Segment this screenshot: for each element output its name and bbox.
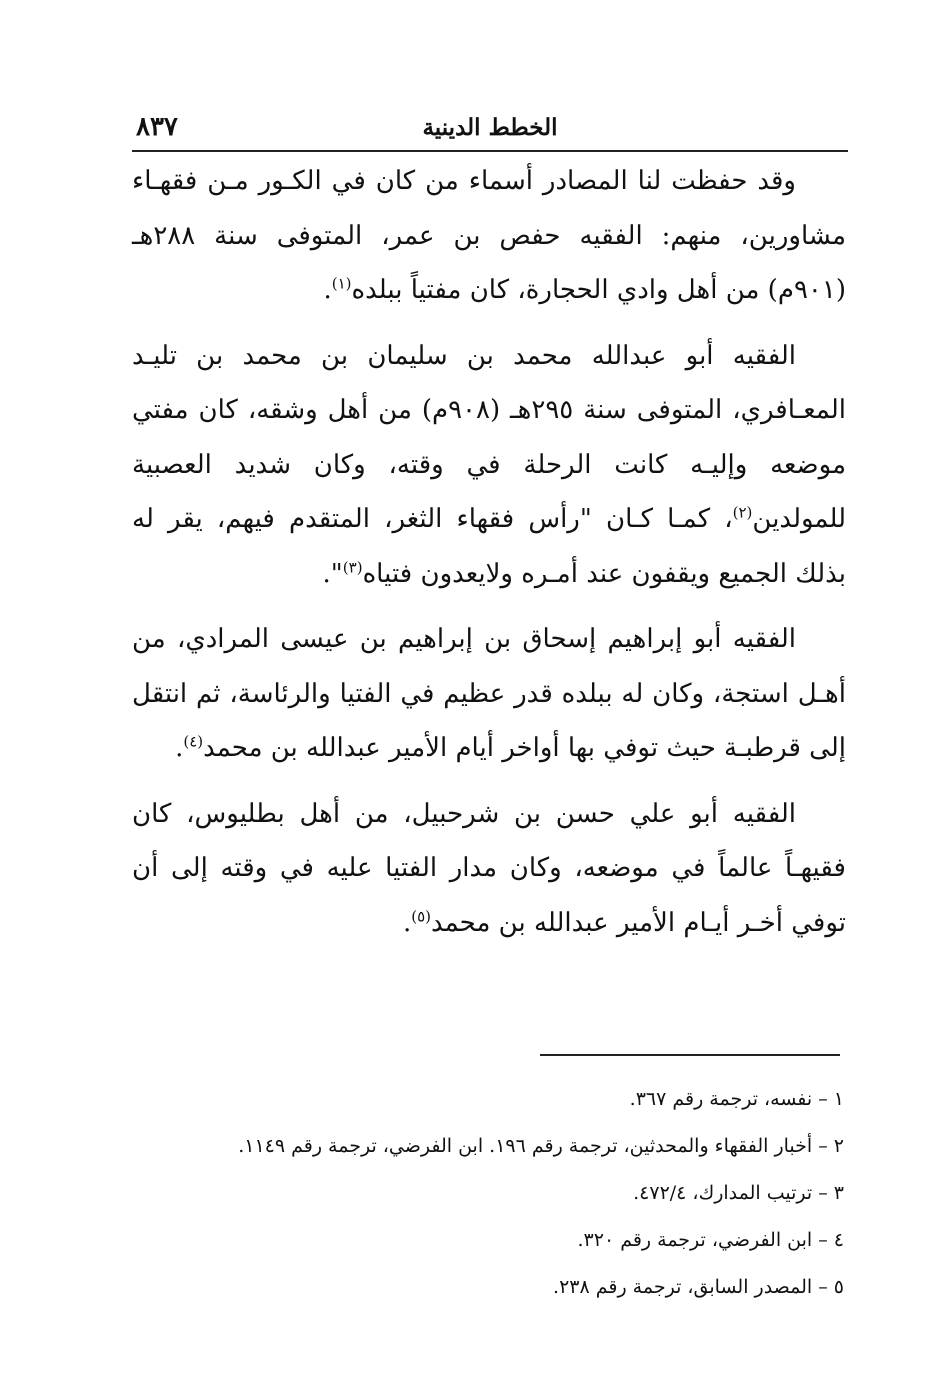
footnote-separator bbox=[540, 1054, 840, 1056]
paragraph-2 bbox=[132, 329, 846, 602]
paragraph-tail: . bbox=[323, 275, 332, 305]
main-text bbox=[132, 154, 846, 950]
page-header bbox=[132, 108, 848, 152]
footnote-ref-5: (٥) bbox=[411, 906, 431, 925]
footnote-ref-1: (١) bbox=[331, 274, 352, 293]
paragraph-text: الفقيه أبو علي حسن بن شرحبيل، من أهل بطليوس، كان فقيهـاً عالماً في موضعه، وكان مدار الفتيا عليه في وقته إلى أن توفي أخـر أيـام الأمير عبدالله بن محمد bbox=[132, 798, 846, 938]
footnote: ٢ – أخبار الفقهاء والمحدثين، ترجمة رقم ١٩٦. ابن الفرضي، ترجمة رقم ١١٤٩. bbox=[238, 1135, 844, 1157]
paragraph-tail: . bbox=[175, 733, 184, 763]
footnotes bbox=[144, 1076, 844, 1311]
footnote: ٥ – المصدر السابق، ترجمة رقم ٢٣٨. bbox=[553, 1276, 844, 1298]
footnote: ٣ – ترتيب المدارك، ٤٧٢/٤. bbox=[633, 1182, 844, 1204]
footnote: ١ – نفسه، ترجمة رقم ٣٦٧. bbox=[629, 1088, 844, 1110]
running-title: الخطط الدينية bbox=[422, 114, 558, 141]
paragraph-tail: ". bbox=[322, 558, 343, 589]
paragraph-text: الفقيه أبو عبدالله محمد بن سليمان بن محمد بن تليـد المعـافري، المتوفى سنة ٢٩٥هـ (٩٠٨م) من أهل وشقه، كان مفتي موضعه وإليـه كانت الرحلة في وقته، وكان شديد العصبية للمولدين bbox=[132, 340, 846, 534]
paragraph-tail: . bbox=[402, 907, 412, 938]
paragraph-text: وقد حفظت لنا المصادر أسماء من كان في الكـور مـن فقهـاء مشاورين، منهم: الفقيه حفص بن عمر، المتوفى سنة ٢٨٨هـ (٩٠١م) من أهل وادي الحجارة، كان مفتياً ببلده bbox=[132, 166, 846, 305]
paragraph-tail: ، كمـا كـان "رأس فقهاء الثغر، المتقدم فيهم، يقر له بذلك الجميع ويقفون عند أمـره ولايعدون فتياه bbox=[132, 504, 846, 589]
paragraph-1 bbox=[132, 154, 846, 318]
footnote-ref-2: (٢) bbox=[732, 503, 753, 522]
paragraph-4 bbox=[132, 787, 846, 951]
footnote-ref-3: (٣) bbox=[342, 557, 363, 576]
page-number: ٨٣٧ bbox=[136, 112, 178, 142]
paragraph-text: الفقيه أبو إبراهيم إسحاق بن إبراهيم بن عيسى المرادي، من أهـل استجة، وكان له ببلده قدر عظيم في الفتيا والرئاسة، ثم انتقل إلى قرطبـة حيث توفي بها أواخر أيام الأمير عبدالله بن محمد bbox=[132, 624, 846, 763]
footnote-ref-4: (٤) bbox=[183, 732, 204, 751]
footnote: ٤ – ابن الفرضي، ترجمة رقم ٣٢٠. bbox=[577, 1229, 844, 1251]
paragraph-3 bbox=[132, 612, 846, 776]
